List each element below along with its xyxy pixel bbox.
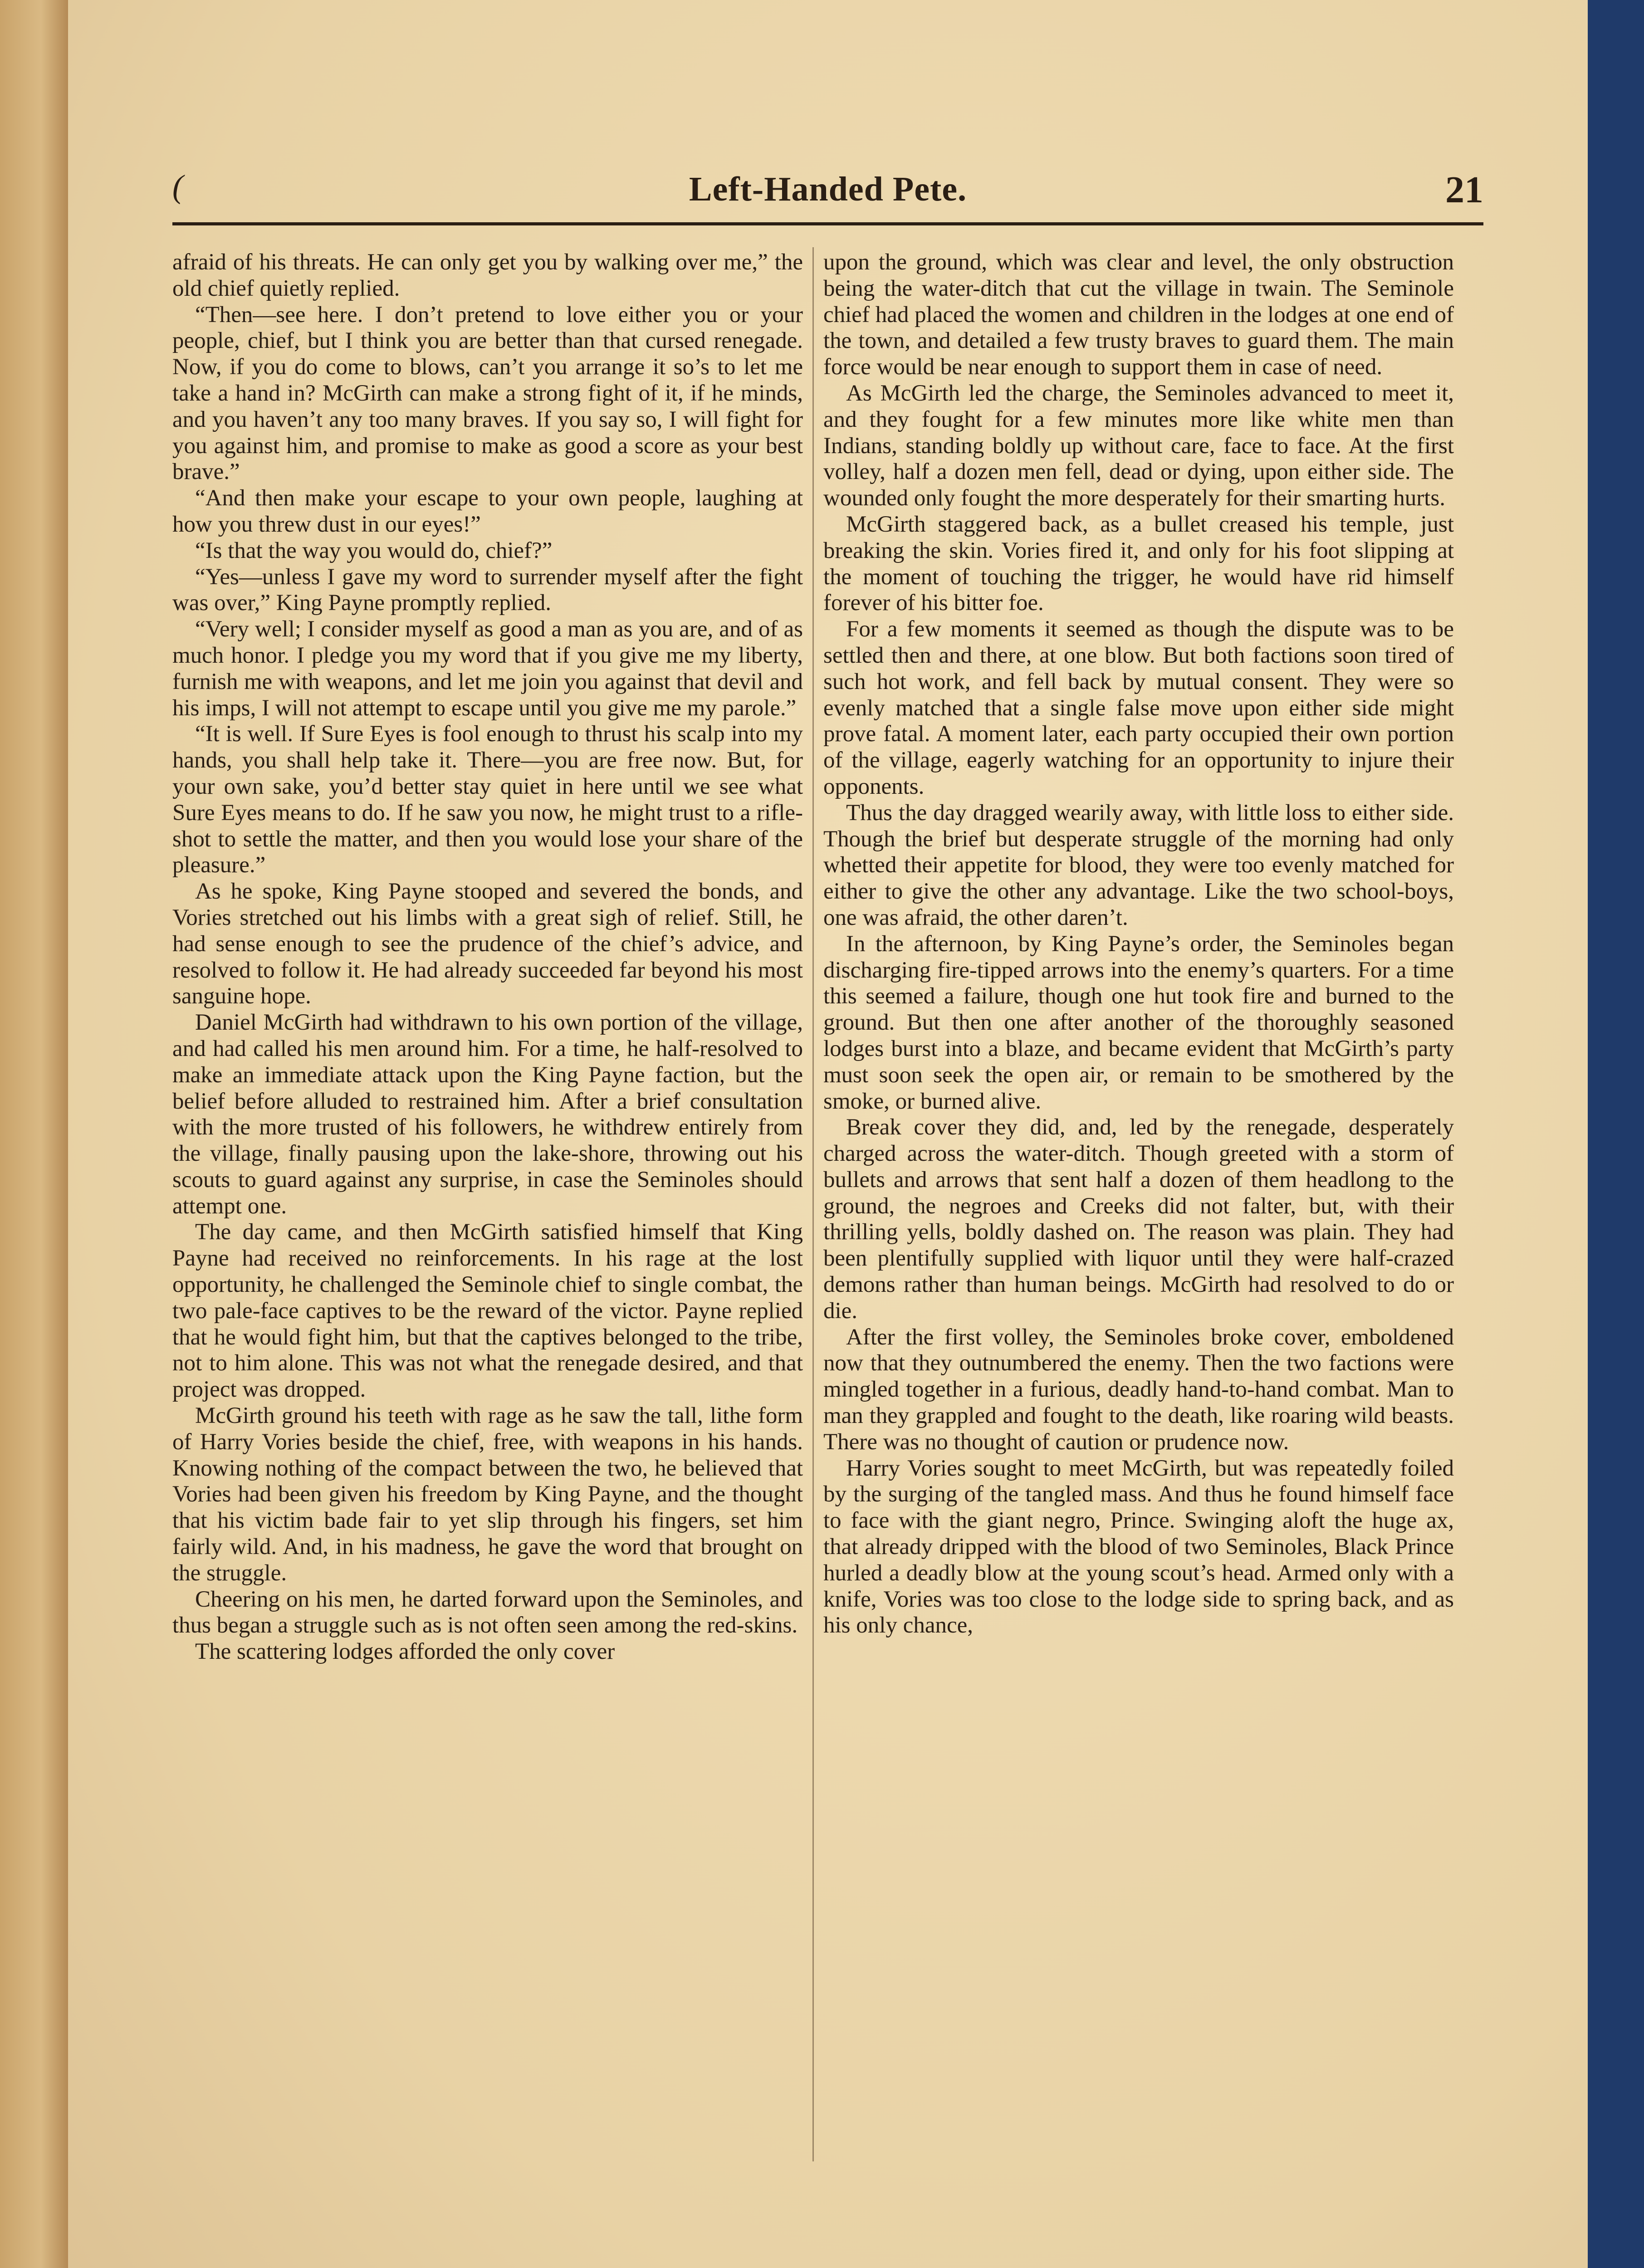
- page-number: 21: [1445, 169, 1483, 211]
- paragraph: The day came, and then McGirth satisfied himself that King Payne had received no reinforcements. In his rage at the lost opportunity, he challenged the Seminole chief to single combat, the two pale-face captives to be the reward of the victor. Payne replied that he would fight him, but that the captives belonged to the tribe, not to him alone. This was not what the renegade desired, and that project was dropped.: [172, 1219, 803, 1403]
- paragraph: McGirth ground his teeth with rage as he saw the tall, lithe form of Harry Vories beside the chief, free, with weapons in his hands. Knowing nothing of the compact between the two, he believed that Vories had been given his freedom by King Payne, and the thought that his victim bade fair to yet slip through his fingers, set him fairly wild. And, in his madness, he gave the word that brought on the struggle.: [172, 1403, 803, 1586]
- book-spine: [0, 0, 68, 2268]
- paragraph: The scattering lodges afforded the only cover: [195, 1639, 615, 1665]
- paragraph: “Yes—unless I gave my word to surrender myself after the fight was over,” King Payne promptly replied.: [172, 564, 803, 616]
- paragraph: “Very well; I consider myself as good a man as you are, and of as much honor. I pledge you my word that if you give me my liberty, furnish me with weapons, and let me join you against that devil and his imps, I will not attempt to escape until you give me my parole.”: [172, 616, 803, 721]
- paragraph: Thus the day dragged wearily away, with little loss to either side. Though the brief but desperate struggle of the morning had only whetted their appetite for blood, they were too evenly matched for either to give the other any advantage. Like the two school-boys, one was afraid, the other daren’t.: [823, 800, 1454, 930]
- paragraph: As McGirth led the charge, the Seminoles advanced to meet it, and they fought for a few minutes more like white men than Indians, standing boldly up without care, face to face. At the first volley, half a dozen men fell, dead or dying, upon either side. The wounded only fought the more desperately for their smarting hurts.: [823, 380, 1454, 511]
- paragraph: afraid of his threats. He can only get you by walking over me,” the old chief quietly replied.: [172, 249, 803, 301]
- header-mark: (: [172, 168, 183, 205]
- paragraph: Daniel McGirth had withdrawn to his own portion of the village, and had called his men around him. For a time, he half-resolved to make an immediate attack upon the King Payne faction, but the belief before alluded to restrained him. After a brief consultation with the more trusted of his followers, he withdrew entirely from the village, finally pausing upon the lake-shore, throwing out his scouts to guard against any surprise, in case the Seminoles should attempt one.: [172, 1010, 803, 1219]
- paragraph: For a few moments it seemed as though the dispute was to be settled then and there, at one blow. But both factions soon tired of such hot work, and fell back by mutual consent. They were so evenly matched that a single false move upon either side might prove fatal. A moment later, each party occupied their own portion of the village, eagerly watching for an opportunity to injure their opponents.: [823, 616, 1454, 799]
- paragraph: “Is that the way you would do, chief?”: [195, 538, 553, 563]
- paragraph: Break cover they did, and, led by the renegade, desperately charged across the water-ditch. Though greeted with a storm of bullets and arrows that sent half a dozen of them headlong to the ground, the negroes and Creeks did not falter, but, with their thrilling yells, boldly dashed on. The reason was plain. They had been plentifully supplied with liquor until they were half-crazed demons rather than human beings. McGirth had resolved to do or die.: [823, 1114, 1454, 1324]
- paragraph: After the first volley, the Seminoles broke cover, emboldened now that they outnumbered the enemy. Then the two factions were mingled together in a furious, deadly hand-to-hand combat. Man to man they grappled and fought to the death, like roaring wild beasts. There was no thought of caution or prudence now.: [823, 1324, 1454, 1455]
- paragraph: “And then make your escape to your own people, laughing at how you threw dust in our eyes!”: [172, 485, 803, 537]
- paragraph: McGirth staggered back, as a bullet creased his temple, just breaking the skin. Vories fired it, and only for his foot slipping at the moment of touching the trigger, he would have rid himself forever of his bitter foe.: [823, 511, 1454, 616]
- paragraph: “It is well. If Sure Eyes is fool enough to thrust his scalp into my hands, you shall help take it. There—you are free now. But, for your own sake, you’d better stay quiet in here until we see what Sure Eyes means to do. If he saw you now, he might trust to a rifle-shot to settle the matter, and then you would lose your share of the pleasure.”: [172, 721, 803, 878]
- paragraph: upon the ground, which was clear and level, the only obstruction being the water-ditch that cut the village in twain. The Seminole chief had placed the women and children in the lodges at one end of the town, and detailed a few trusty braves to guard them. The main force would be near enough to support them in case of need.: [823, 249, 1454, 380]
- paragraph: “Then—see here. I don’t pretend to love either you or your people, chief, but I think you are better than that cursed renegade. Now, if you do come to blows, can’t you arrange it so’s to let me take a hand in? McGirth can make a strong fight of it, if he minds, and you haven’t any too many braves. If you say so, I will fight for you against him, and promise to make as good a score as your best brave.”: [172, 302, 803, 485]
- running-header: [172, 168, 1483, 225]
- book-page: [68, 0, 1588, 2268]
- left-text-column: [172, 249, 803, 2155]
- paragraph: Cheering on his men, he darted forward upon the Seminoles, and thus began a struggle such as is not often seen among the red-skins.: [172, 1586, 803, 1638]
- page-title: Left-Handed Pete.: [689, 170, 967, 208]
- paragraph: In the afternoon, by King Payne’s order, the Seminoles began discharging fire-tipped arrows into the enemy’s quarters. For a time this seemed a failure, though one hut took fire and burned to the ground. But then one after another of the thoroughly seasoned lodges burst into a blaze, and became evident that McGirth’s party must soon seek the open air, or remain to be smothered by the smoke, or burned alive.: [823, 931, 1454, 1114]
- paragraph: As he spoke, King Payne stooped and severed the bonds, and Vories stretched out his limbs with a great sigh of relief. Still, he had sense enough to see the prudence of the chief’s advice, and resolved to follow it. He had already succeeded far beyond his most sanguine hope.: [172, 879, 803, 1009]
- right-text-column: [823, 249, 1454, 2155]
- paragraph: Harry Vories sought to meet McGirth, but was repeatedly foiled by the surging of the tangled mass. And thus he found himself face to face with the giant negro, Prince. Swinging aloft the huge ax, that already dripped with the blood of two Seminoles, Black Prince hurled a deadly blow at the young scout’s head. Armed only with a knife, Vories was too close to the lodge side to spring back, and as his only chance,: [823, 1455, 1454, 1638]
- column-divider: [812, 247, 814, 2161]
